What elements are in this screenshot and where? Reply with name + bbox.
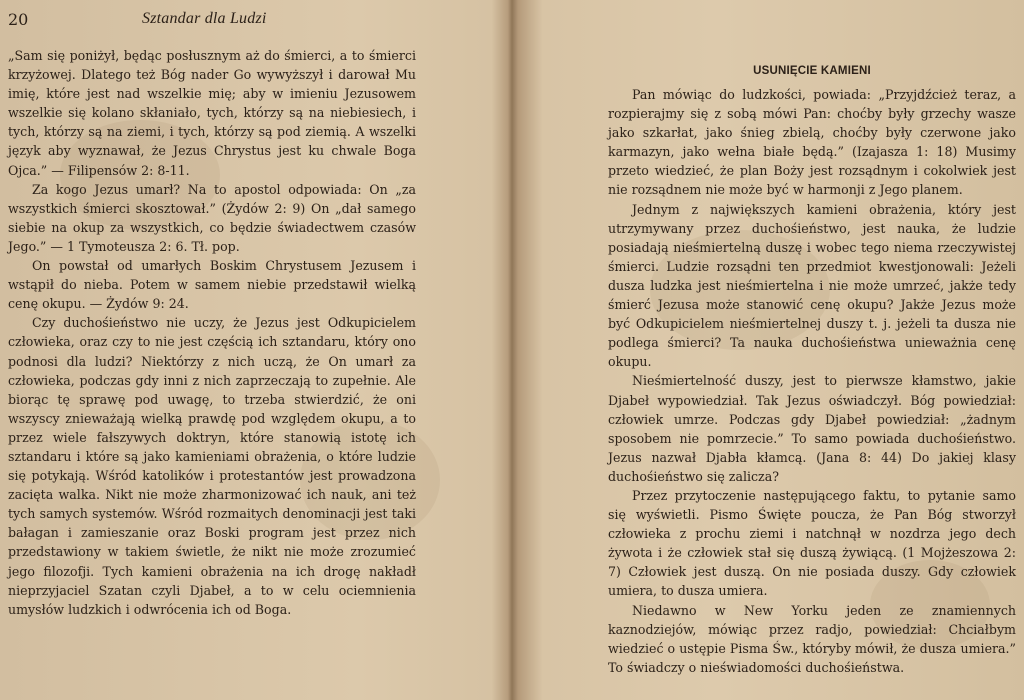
- paragraph: Pan mówiąc do ludzkości, powiada: „Przyjdźcież teraz, a rozpierajmy się z sobą mówi Pan: choćby były grzechy wasze jako szkarłat, jako śnieg zbielą, choćby były czerwone jako karmazyn, jako wełna białe będą.” (Izajasza 1: 18) Musimy przeto wiedzieć, że plan Boży jest rozsądnym i cokolwiek jest nie rozsądnem nie może być w harmonji z Jego planem.: [608, 87, 1016, 198]
- paragraph: Czy duchośieństwo nie uczy, że Jezus jest Odkupicielem człowieka, oraz czy to nie jest częścią ich sztandaru, który ono podnosi dla ludzi? Niektórzy z nich uczą, że On umarł za człowieka, podczas gdy inni z nich zaprzeczają to zupełnie. Ale biorąc tę sprawę pod uwagę, to trzeba stwierdzić, że oni wszyscy znieważają wielką prawdę pod względem okupu, a to przez wiele fałszywych doktryn, które stanowią istotę ich sztandaru i które są jako kamieniami obrażenia, o które ludzie się potykają. Wśród katolików i protestantów jest prowadzona zacięta walka. Nikt nie może zharmonizować ich nauk, ani też tych samych systemów. Wśród rozmaitych denominacji jest taki bałagan i zamieszanie oraz Boski program jest przez nich przedstawiony w takiem świetle, że nikt nie może zrozumieć jego filozofji. Tych kamieni obrażenia na ich drogę nakładł nieprzyjaciel Szatan czyli Djabeł, a to w celu ociemnienia umysłów ludzkich i odwrócenia ich od Boga.: [8, 315, 416, 617]
- paragraph: Jednym z największych kamieni obrażenia, który jest utrzymywany przez duchośieństwo, jest nauka, że ludzie posiadają nieśmiertelną duszę i wobec tego niema rzeczywistej śmierci. Ludzie rozsądni ten przedmiot kwestjonowali: Jeżeli dusza ludzka jest nieśmiertelna i nie może umrzeć, jakże tedy śmierć Jezusa może stanowić cenę okupu? Jakże Jezus może być Odkupicielem nieśmiertelnej duszy t. j. jeżeli ta dusza nie podlega śmierci? Ta nauka duchośieństwa unieważnia cenę okupu.: [608, 201, 1016, 370]
- page-number: 20: [8, 10, 29, 29]
- section-heading: USUNIĘCIE KAMIENI: [753, 65, 871, 77]
- paragraph: „Sam się poniżył, będąc posłusznym aż do śmierci, a to śmierci krzyżowej. Dlatego też Bóg nader Go wywyższył i darował Mu imię, które jest nad wszelkie mię; aby w imieniu Jezusowem wszelkie się kolano skłaniało, tych, którzy są na niebiesiech, i tych, którzy są na ziemi, i tych, którzy są pod ziemią. A wszelki język aby wyznawał, że Jezus Chrystus jest ku chwale Boga Ojca.” — Filipensów 2: 8-11.: [8, 48, 416, 178]
- running-head: [8, 10, 500, 34]
- paragraph: On powstał od umarłych Boskim Chrystusem Jezusem i wstąpił do nieba. Potem w samem niebie przedstawił wielką cenę okupu. — Żydów 9: 24.: [8, 258, 416, 312]
- right-page: [512, 0, 1024, 700]
- paragraph: Niedawno w New Yorku jeden ze znamiennych kaznodziejów, mówiąc przez radjo, powiedział: Chciałbym wiedzieć o ustępie Pisma Św., któryby mówił, że dusza umiera.” To świadczy o nieświadomości duchośieństwa.: [608, 602, 1016, 675]
- running-title: Sztandar dla Ludzi: [142, 10, 267, 27]
- paragraph: Nieśmiertelność duszy, jest to pierwsze kłamstwo, jakie Djabeł wypowiedział. Tak Jezus oświadczył. Bóg powiedział: człowiek umrze. Podczas gdy Djabeł powiedział: „żadnym sposobem nie pomrzecie.” To samo powiada duchośieństwo. Jezus nazwał Djabła kłamcą. (Jana 8: 44) Do jakiej klasy duchośieństwo się zalicza?: [608, 373, 1016, 484]
- paragraph: Za kogo Jezus umarł? Na to apostol odpowiada: On „za wszystkich śmierci skosztował.” (Żydów 2: 9) On „dał samego siebie na okup za wszystkich, co będzie świadectwem czasów Jego.” — 1 Tymoteusza 2: 6. Tł. pop.: [8, 181, 416, 254]
- left-page-text: [8, 46, 416, 619]
- right-page-text: [608, 61, 1016, 677]
- paragraph: Przez przytoczenie następującego faktu, to pytanie samo się wyświetli. Pismo Święte poucza, że Pan Bóg stworzył człowieka z prochu ziemi i natchnął w nozdrza jego dech żywota i że człowiek stał się duszą żywiącą. (1 Mojżeszowa 2: 7) Człowiek jest duszą. On nie posiada duszy. Gdy człowiek umiera, to dusza umiera.: [608, 487, 1016, 599]
